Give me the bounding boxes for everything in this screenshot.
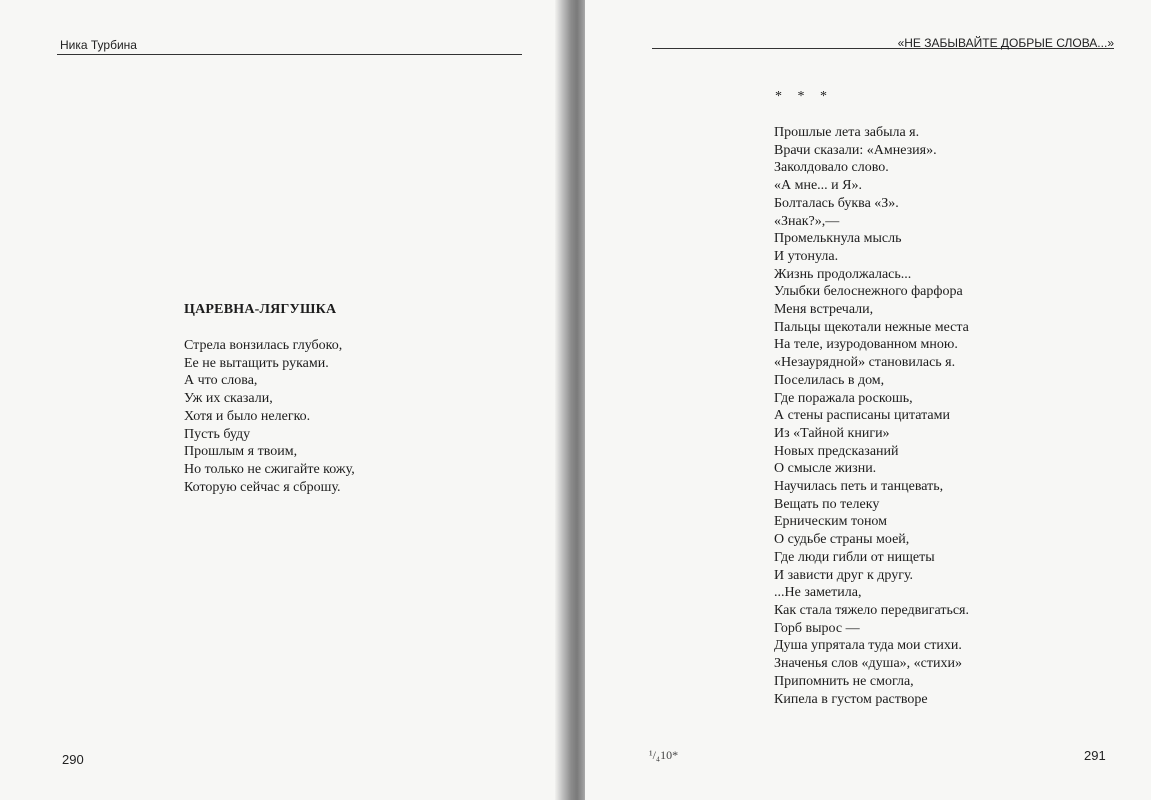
right-poem-line: Где люди гибли от нищеты: [774, 549, 935, 565]
right-poem-line: Улыбки белоснежного фарфора: [774, 284, 963, 300]
section-stars: * * *: [775, 89, 833, 104]
right-poem-line: Новых предсказаний: [774, 443, 899, 459]
right-poem-line: Вещать по телеку: [774, 496, 880, 512]
right-poem-line: Где поражала роскошь,: [774, 390, 913, 406]
right-poem-line: А стены расписаны цитатами: [774, 408, 950, 424]
right-poem-line: Значенья слов «душа», «стихи»: [774, 656, 962, 672]
right-poem-line: И зависти друг к другу.: [774, 567, 914, 583]
right-poem-line: Меня встречали,: [774, 302, 874, 318]
right-poem-line: Душа упрятала туда мои стихи.: [774, 638, 962, 654]
right-poem-line: Кипела в густом растворе: [774, 691, 928, 707]
right-poem-body: [774, 124, 969, 708]
right-poem-line: О смысле жизни.: [774, 461, 877, 477]
right-running-head: «НЕ ЗАБЫВАЙТЕ ДОБРЫЕ СЛОВА...»: [897, 36, 1114, 50]
left-poem-line: Ее не вытащить руками.: [184, 355, 329, 371]
right-poem-line: Врачи сказали: «Амнезия».: [774, 142, 937, 158]
right-poem-line: На теле, изуродованном мною.: [774, 337, 958, 353]
left-poem-line: Но только не сжигайте кожу,: [184, 461, 355, 477]
right-page-number: 291: [1084, 748, 1106, 763]
left-poem-line: Стрела вонзилась глубоко,: [184, 338, 343, 353]
poem-title: ЦАРЕВНА-ЛЯГУШКА: [184, 302, 337, 317]
right-poem-line: И утонула.: [774, 248, 839, 264]
left-poem-line: Прошлым я твоим,: [184, 444, 298, 460]
right-poem-line: Промелькнула мысль: [774, 231, 902, 247]
left-page-number: 290: [62, 752, 84, 767]
left-poem-line: Пусть буду: [184, 426, 251, 442]
right-poem-line: Пальцы щекотали нежные места: [774, 319, 969, 335]
right-poem-line: Горб вырос —: [774, 620, 860, 636]
right-poem-line: Из «Тайной книги»: [774, 425, 890, 441]
right-poem-line: ...Не заметила,: [774, 585, 862, 601]
right-poem-line: Заколдовало слово.: [774, 160, 889, 176]
left-poem-line: Которую сейчас я сброшу.: [184, 479, 341, 495]
right-poem-line: Поселилась в дом,: [774, 372, 885, 388]
right-poem-line: Припомнить не смогла,: [774, 673, 914, 689]
left-poem-line: Хотя и было нелегко.: [184, 408, 311, 424]
left-running-head: Ника Турбина: [60, 38, 137, 52]
left-header-rule: [57, 54, 522, 55]
right-poem-line: «Знак?»,—: [774, 213, 840, 229]
right-page: [585, 0, 1151, 800]
left-poem-body: [184, 337, 355, 496]
signature-mark: ¹/₄10*: [649, 748, 679, 762]
left-page: [0, 0, 565, 800]
left-poem-line: А что слова,: [184, 373, 258, 389]
left-poem-line: Уж их сказали,: [184, 391, 273, 407]
right-poem-line: Болталась буква «З».: [774, 195, 899, 211]
right-poem-line: Научилась петь и танцевать,: [774, 479, 944, 495]
right-poem-line: О судьбе страны моей,: [774, 532, 910, 548]
right-poem-line: Ерническим тоном: [774, 514, 888, 530]
right-poem-line: Прошлые лета забыла я.: [774, 125, 920, 140]
right-poem-line: «А мне... и Я».: [774, 178, 863, 194]
right-poem-line: «Незаурядной» становилась я.: [774, 355, 956, 371]
right-poem-line: Как стала тяжело передвигаться.: [774, 602, 969, 618]
right-poem-line: Жизнь продолжалась...: [774, 266, 912, 282]
